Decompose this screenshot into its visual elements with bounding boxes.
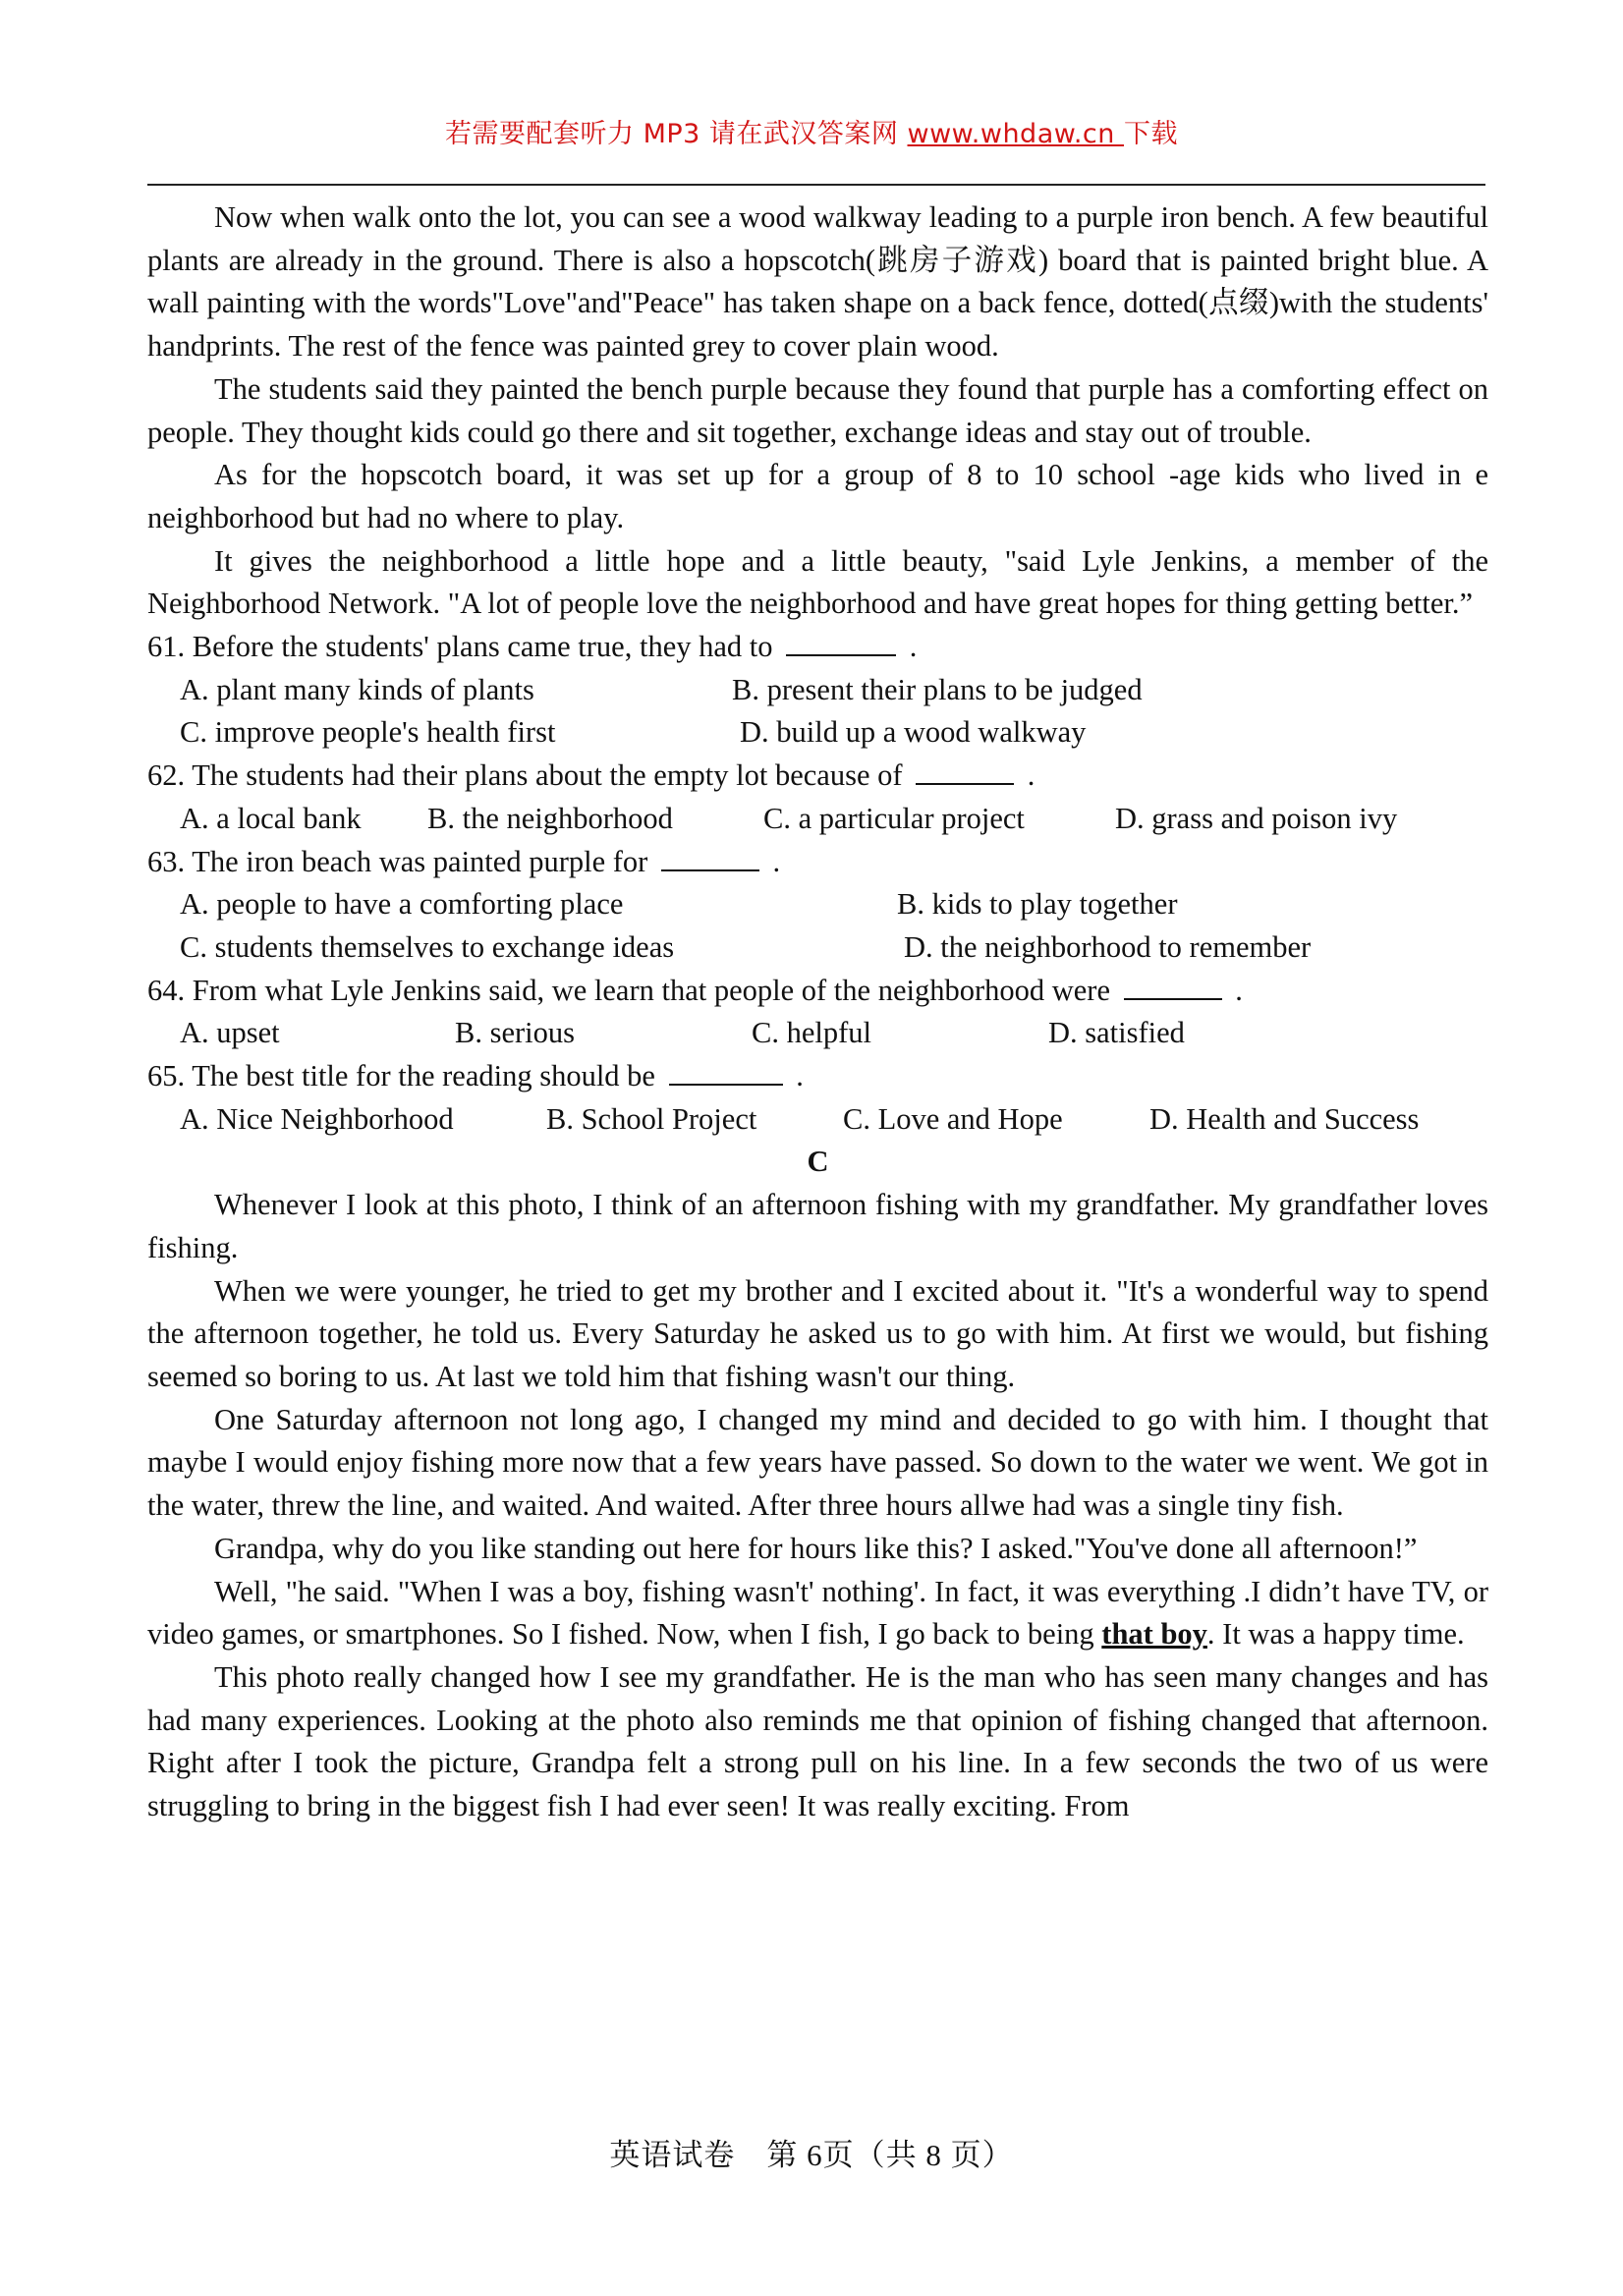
passage-paragraph: When we were younger, he tried to get my brother and I excited about it. "It's a wonderful way to spend the afternoon together, he told us. Every Saturday he asked us to go with him. At first we would, but fishing seemed so boring to us. At last we told him that fishing wasn't our thing.: [147, 1273, 1488, 1393]
option-c: C. helpful: [752, 1016, 871, 1050]
question-end: .: [1235, 973, 1243, 1007]
question-end: .: [796, 1059, 804, 1093]
options-61-row1: [147, 669, 1488, 712]
option-a: A. plant many kinds of plants: [180, 672, 534, 706]
option-d: D. build up a wood walkway: [740, 715, 1087, 750]
option-b: B. serious: [455, 1016, 575, 1050]
option-b: B. kids to play together: [897, 887, 1178, 922]
notice-text-end: 下载: [1123, 119, 1178, 149]
option-a: A. people to have a comforting place: [180, 887, 624, 922]
options-63-row2: [147, 926, 1488, 970]
header-divider: [147, 184, 1485, 186]
option-a: A. a local bank: [180, 801, 362, 835]
answer-blank: [669, 1056, 783, 1086]
passage-paragraph: It gives the neighborhood a little hope and a little beauty, "said Lyle Jenkins, a member of the Neighborhood Network. "A lot of people love the neighborhood and have great hopes for thing getting better.”: [147, 543, 1488, 621]
exam-body: [147, 196, 1488, 1828]
option-b: B. present their plans to be judged: [732, 672, 1143, 706]
answer-blank: [916, 756, 1014, 785]
options-63-row1: [147, 883, 1488, 926]
passage-paragraph: One Saturday afternoon not long ago, I changed my mind and decided to go with him. I thought that maybe I would enjoy fishing more now that a few years have passed. So down to the water we went. We got in the water, threw the line, and waited. And waited. After three hours allwe had was a single tiny fish.: [147, 1402, 1488, 1523]
question-end: .: [1027, 758, 1035, 793]
question-stem: 64. From what Lyle Jenkins said, we learn that people of the neighborhood were: [147, 973, 1110, 1007]
option-a: A. upset: [180, 1016, 280, 1050]
passage-paragraph: Whenever I look at this photo, I think of an afternoon fishing with my grandfather. My grandfather loves fishing.: [147, 1188, 1488, 1264]
question-stem: 61. Before the students' plans came true, they had to: [147, 630, 773, 664]
question-64: [147, 970, 1488, 1013]
option-c: C. students themselves to exchange ideas: [180, 929, 675, 964]
option-a: A. Nice Neighborhood: [180, 1101, 454, 1136]
download-notice: [0, 112, 1623, 150]
option-c: C. Love and Hope: [843, 1101, 1063, 1136]
passage-paragraph: [147, 1571, 1488, 1656]
paragraph-text: . It was a happy time.: [1206, 1617, 1465, 1652]
options-64: [147, 1012, 1488, 1055]
options-62: [147, 798, 1488, 841]
paragraph-text: Well, "he said. "When I was a boy, fishing wasn't' nothing'. In fact, it was everything .I didn’t have TV, or video games, or smartphones. So I fished. Now, when I fish, I go back to being: [147, 1574, 1488, 1652]
notice-text: 若需要配套听力 MP3 请在武汉答案网: [445, 119, 908, 149]
question-65: [147, 1055, 1488, 1098]
question-end: .: [772, 844, 781, 878]
question-stem: 62. The students had their plans about the empty lot because of: [147, 758, 903, 793]
question-stem: 63. The iron beach was painted purple for: [147, 844, 648, 878]
option-d: D. Health and Success: [1149, 1101, 1420, 1136]
options-65: [147, 1098, 1488, 1142]
question-62: [147, 755, 1488, 798]
option-b: B. School Project: [546, 1101, 757, 1136]
answer-blank: [786, 627, 896, 656]
question-63: [147, 841, 1488, 884]
option-d: D. the neighborhood to remember: [904, 929, 1312, 964]
section-c-title: C: [807, 1145, 829, 1179]
answer-blank: [661, 842, 759, 871]
options-61-row2: [147, 711, 1488, 755]
option-c: C. a particular project: [763, 801, 1025, 835]
question-stem: 65. The best title for the reading should be: [147, 1059, 655, 1093]
passage-paragraph: Now when walk onto the lot, you can see a wood walkway leading to a purple iron bench. A few beautiful plants are already in the ground. There is also a hopscotch(跳房子游戏) board that is painted bright blue. A wall painting with the words"Love"and"Peace" has taken shape on a back fence, dotted(点缀)with the students' handprints. The rest of the fence was painted grey to cover plain wood.: [147, 200, 1488, 364]
underlined-phrase: that boy: [1101, 1617, 1207, 1652]
option-d: D. satisfied: [1048, 1016, 1185, 1050]
passage-paragraph: As for the hopscotch board, it was set up for a group of 8 to 10 school -age kids who lived in e neighborhood but had no where to play.: [147, 458, 1488, 534]
option-c: C. improve people's health first: [180, 715, 556, 750]
website-link[interactable]: www.whdaw.cn: [907, 119, 1124, 149]
question-61: [147, 626, 1488, 669]
passage-paragraph: Grandpa, why do you like standing out here for hours like this? I asked."You've done all afternoon!”: [214, 1531, 1418, 1565]
answer-blank: [1124, 971, 1222, 1000]
question-end: .: [909, 630, 918, 664]
page-footer: 英语试卷 第 6页（共 8 页）: [609, 2138, 1014, 2172]
passage-paragraph: This photo really changed how I see my grandfather. He is the man who has seen many changes and has had many experiences. Looking at the photo also reminds me that opinion of fishing changed that afternoon. Right after I took the picture, Grandpa felt a strong pull on his line. In a few seconds the two of us were struggling to bring in the biggest fish I had ever seen! It was really exciting. From: [147, 1659, 1488, 1823]
passage-paragraph: The students said they painted the bench purple because they found that purple has a comforting effect on people. They thought kids could go there and sit together, exchange ideas and stay out of trouble.: [147, 371, 1488, 449]
option-b: B. the neighborhood: [427, 801, 673, 835]
option-d: D. grass and poison ivy: [1115, 801, 1398, 835]
